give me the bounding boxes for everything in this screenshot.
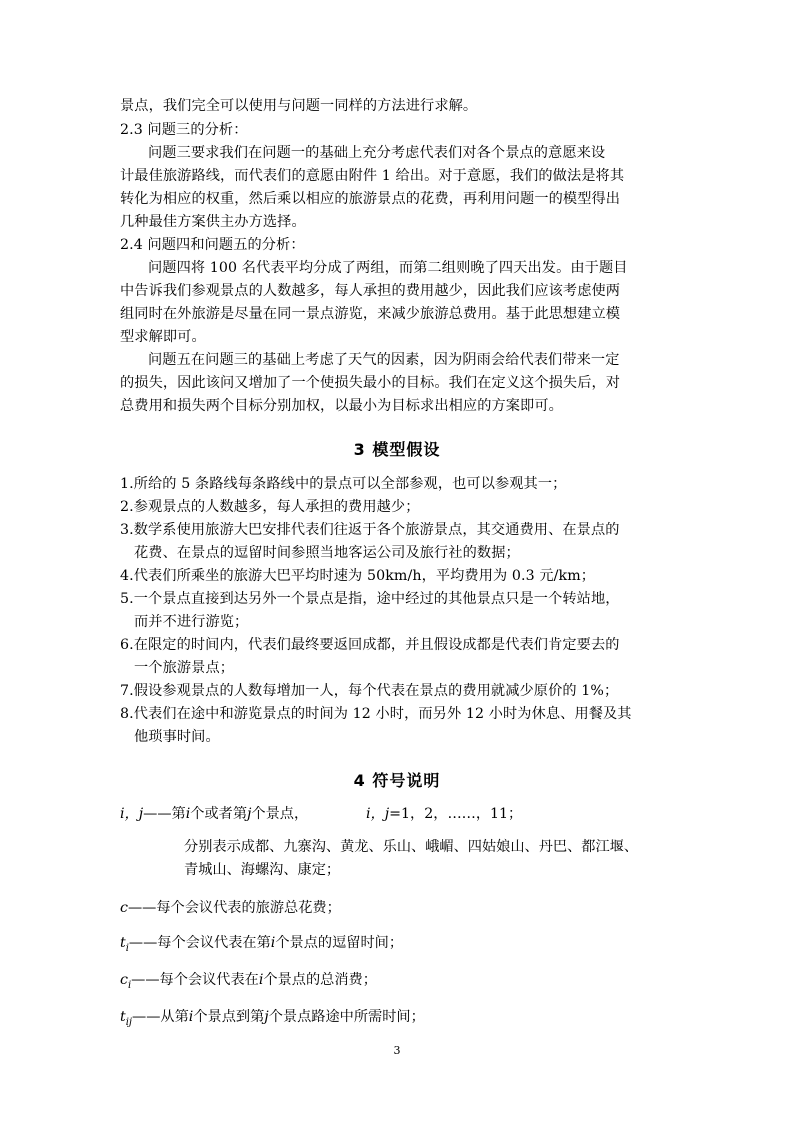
symbol-desc: ——第	[143, 806, 186, 822]
list-item: 4.代表们所乘坐的旅游大巴平均时速为 50km/h，平均费用为 0.3 元/km；	[120, 568, 596, 584]
symbol-var: i	[258, 972, 264, 988]
paragraph-line: 型求解即可。	[120, 329, 206, 345]
paragraph-line: 几种最佳方案供主办方选择。	[120, 214, 306, 230]
symbol-ij: i，j	[120, 806, 144, 822]
subsection-title: 2.3 问题三的分析：	[120, 122, 248, 138]
symbol-t: t	[120, 1009, 126, 1025]
symbol-t: t	[120, 935, 126, 951]
symbol-subscript: i	[127, 979, 132, 991]
paragraph-line: 问题三要求我们在问题一的基础上充分考虑代表们对各个景点的意愿来设	[148, 145, 606, 161]
symbol-var: i	[185, 806, 191, 822]
symbol-var: i	[270, 935, 276, 951]
list-item-continuation: 花费、在景点的逗留时间参照当地客运公司及旅行社的数据；	[134, 545, 520, 561]
symbol-ti-definition	[120, 931, 403, 961]
symbol-desc: ——从第	[132, 1009, 189, 1025]
list-item: 8.代表们在途中和游览景点的时间为 12 小时，而另外 12 小时为休息、用餐及其	[120, 706, 632, 722]
section-heading: 3 模型假设	[353, 440, 441, 459]
symbol-ij-list: 青城山、海螺沟、康定；	[184, 862, 341, 878]
paragraph-line: 的损失，因此该问又增加了一个使损失最小的目标。我们在定义这个损失后，对	[120, 375, 621, 391]
symbol-tij-definition	[120, 1005, 425, 1035]
symbol-ci-definition	[120, 968, 377, 998]
paragraph-line: 组同时在外旅游是尽量在同一景点游览，来减少旅游总费用。基于此思想建立模	[120, 306, 621, 322]
symbol-c: c	[120, 972, 128, 988]
symbol-desc: 个景点的总消费；	[263, 972, 377, 988]
symbol-subscript: i	[125, 942, 129, 954]
list-item: 5.一个景点直接到达另外一个景点是指，途中经过的其他景点只是一个转站地，	[120, 591, 620, 607]
symbol-desc: 个景点路途中所需时间；	[268, 1009, 425, 1025]
symbol-subscript: ij	[125, 1016, 133, 1028]
symbol-ij-range	[366, 802, 522, 826]
list-item-continuation: 他琐事时间。	[134, 729, 220, 745]
symbol-var: j	[247, 806, 252, 822]
paragraph-line: 问题四将 100 名代表平均分成了两组，而第二组则晚了四天出发。由于题目	[148, 260, 628, 276]
subsection-title: 2.4 问题四和问题五的分析：	[120, 237, 305, 253]
paragraph-line: 总费用和损失两个目标分别加权，以最小为目标求出相应的方案即可。	[120, 398, 563, 414]
section-heading: 4 符号说明	[353, 771, 441, 790]
paragraph-line: 景点，我们完全可以使用与问题一同样的方法进行求解。	[120, 98, 478, 114]
list-item: 3.数学系使用旅游大巴安排代表们往返于各个旅游景点，其交通费用、在景点的	[120, 522, 620, 538]
symbol-desc: 个景点，	[251, 806, 309, 822]
symbol-desc: 个或者第	[190, 806, 248, 822]
list-item: 1.所给的 5 条路线每条路线中的景点可以全部参观，也可以参观其一；	[120, 476, 567, 492]
symbol-ij-definition	[120, 802, 308, 826]
paragraph-line: 中告诉我们参观景点的人数越多，每人承担的费用越少，因此我们应该考虑使两	[120, 283, 621, 299]
list-item: 7.假设参观景点的人数每增加一人，每个代表在景点的费用就减少原价的 1%；	[120, 683, 619, 699]
symbol-c-definition	[120, 896, 341, 920]
symbol-desc: 个景点的逗留时间；	[275, 935, 404, 951]
paragraph-line: 问题五在问题三的基础上考虑了天气的因素，因为阴雨会给代表们带来一定	[148, 352, 620, 368]
list-item-continuation: 而并不进行游览；	[134, 614, 249, 630]
symbol-desc: ——每个会议代表在第	[128, 935, 271, 951]
symbol-c: c	[120, 900, 128, 916]
list-item: 6.在限定的时间内，代表们最终要返回成都，并且假设成都是代表们肯定要去的	[120, 637, 620, 653]
symbol-desc: ——每个会议代表的旅游总花费；	[127, 900, 341, 916]
symbol-desc: ——每个会议代表在	[131, 972, 259, 988]
paragraph-line: 计最佳旅游路线，而代表们的意愿由附件 1 给出。对于意愿，我们的做法是将其	[120, 168, 625, 184]
list-item-continuation: 一个旅游景点；	[134, 660, 235, 676]
symbol-desc: 个景点到第	[193, 1009, 265, 1025]
page-number: 3	[393, 1044, 401, 1057]
symbol-var: j	[264, 1009, 269, 1025]
paragraph-line: 转化为相应的权重，然后乘以相应的旅游景点的花费，再利用问题一的模型得出	[120, 191, 621, 207]
symbol-var: i	[188, 1009, 194, 1025]
list-item: 2.参观景点的人数越多，每人承担的费用越少；	[120, 499, 420, 515]
symbol-var: i，j	[366, 806, 390, 822]
symbol-desc: =1，2，……，11；	[389, 806, 523, 822]
symbol-ij-list: 分别表示成都、九寨沟、黄龙、乐山、峨嵋、四姑娘山、丹巴、都江堰、	[184, 839, 639, 855]
